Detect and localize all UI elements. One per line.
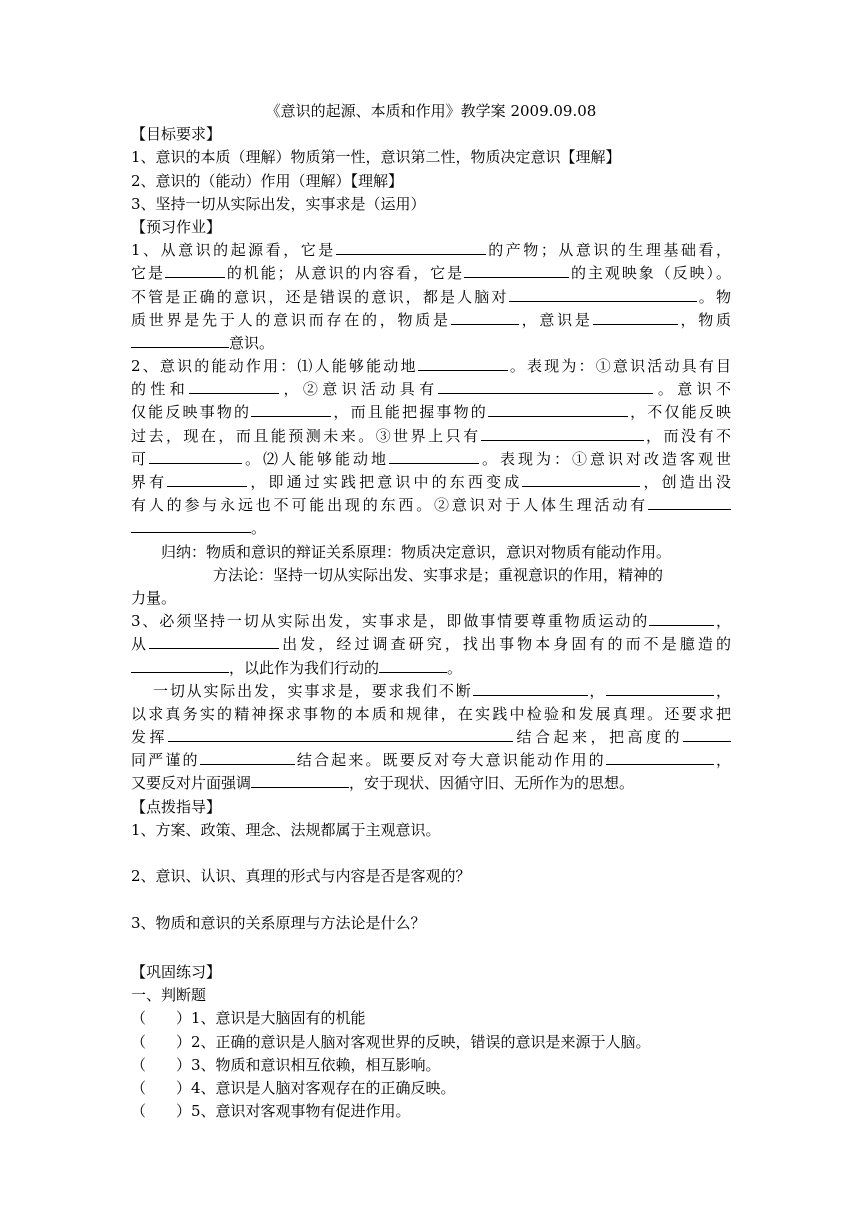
preview-p4-line: 发挥 结合起来，把高度的 (131, 726, 731, 749)
practice-section-title: 一、判断题 (131, 986, 207, 1005)
answer-paren[interactable]: （ (131, 1009, 147, 1028)
fill-blank[interactable] (593, 309, 678, 325)
preview-q2-line: 界有 ，即通过实践把意识中的东西变成 ，创造出没 (131, 473, 731, 491)
preview-q2-line: 过去，现在，而且能预测未来。③世界上只有 ，而没有不 (131, 426, 731, 445)
preview-q2-line: 的性和 ，②意识活动具有 。意识不 (131, 380, 731, 399)
preview-heading: 【预习作业】 (131, 217, 222, 236)
page-title: 《意识的起源、本质和作用》教学案 2009.09.08 (265, 102, 597, 120)
guidance-heading: 【点拨指导】 (131, 797, 222, 816)
fill-blank[interactable] (418, 355, 508, 371)
preview-q2-line: 可 。⑵人能够能动地 。表现为：①意识对改造客观世 (131, 449, 731, 468)
method-text: 力量。 (131, 588, 177, 607)
goal-item: 2、意识的（能动）作用（理解）【理解】 (131, 171, 404, 190)
summary-text: 归纳：物质和意识的辩证关系原理：物质决定意识，意识对物质有能动作用。 (161, 542, 672, 561)
preview-q2-line: 。 (131, 517, 731, 540)
guidance-item: 1、方案、政策、理念、法规都属于主观意识。 (131, 820, 441, 839)
fill-blank[interactable] (389, 448, 479, 464)
judgement-item: （ ）2、正确的意识是人脑对客观世界的反映，错误的意识是来源于人脑。 (131, 1031, 731, 1054)
answer-paren[interactable]: （ (131, 1032, 147, 1051)
fill-blank[interactable] (438, 378, 653, 394)
preview-q2-line: 2、意识的能动作用：⑴人能够能动地 。表现为：①意识活动具有目 (131, 357, 731, 376)
judgement-item: （ ）1、意识是大脑固有的机能 (131, 1007, 731, 1030)
worksheet (131, 100, 731, 1123)
fill-blank[interactable] (648, 494, 731, 510)
preview-q1-line: 质世界是先于人的意识而存在的，物质是 ，意识是 ，物质 (131, 310, 731, 329)
fill-blank[interactable] (649, 610, 714, 626)
preview-q1-line: 不管是正确的意识，还是错误的意识，都是人脑对 。物 (131, 287, 731, 306)
fill-blank[interactable] (473, 680, 588, 696)
fill-blank[interactable] (131, 657, 229, 673)
fill-blank[interactable] (379, 657, 447, 673)
preview-q3-line: 3、必须坚持一切从实际出发，实事求是，即做事情要尊重物质运动的 ， (131, 612, 731, 631)
goals-heading: 【目标要求】 (131, 125, 222, 144)
answer-paren[interactable]: （ (131, 1078, 147, 1097)
fill-blank[interactable] (131, 517, 251, 533)
guidance-item: 2、意识、认识、真理的形式与内容是否是客观的？ (131, 867, 471, 886)
goal-item: 1、意识的本质（理解）物质第一性，意识第二性，物质决定意识【理解】 (131, 148, 621, 167)
preview-q2-line: 有人的参与永远也不可能出现的东西。②意识对于人体生理活动有 (131, 494, 731, 517)
judgement-item: （ ）3、物质和意识相互依赖，相互影响。 (131, 1054, 731, 1077)
fill-blank[interactable] (606, 749, 714, 765)
fill-blank[interactable] (149, 448, 242, 464)
preview-p4-line: 以求真务实的精神探求事物的本质和规律，在实践中检验和发展真理。还要求把 (131, 704, 731, 723)
fill-blank[interactable] (131, 332, 229, 348)
preview-p4-line: 又要反对片面强调 ，安于现状、因循守旧、无所作为的思想。 (131, 774, 635, 793)
fill-blank[interactable] (606, 680, 714, 696)
fill-blank[interactable] (683, 726, 731, 742)
fill-blank[interactable] (509, 286, 697, 302)
preview-q1-line: 意识。 (131, 332, 731, 355)
preview-q3-line: 从 出发，经过调查研究，找出事物本身固有的而不是臆造的 (131, 635, 731, 654)
fill-blank[interactable] (200, 749, 295, 765)
method-text: 方法论：坚持一切从实际出发、实事求是；重视意识的作用，精神的 (213, 565, 664, 584)
fill-blank[interactable] (336, 239, 486, 255)
fill-blank[interactable] (522, 471, 640, 487)
answer-paren[interactable]: （ (131, 1102, 147, 1121)
fill-blank[interactable] (189, 378, 279, 394)
preview-q3-line: ，以此作为我们行动的 。 (131, 657, 731, 680)
fill-blank[interactable] (167, 471, 247, 487)
answer-paren[interactable]: （ (131, 1055, 147, 1074)
preview-q2-line: 仅能反映事物的 ，而且能把握事物的 ，不仅能反映 (131, 403, 731, 422)
preview-q1-line: 它是 的机能；从意识的内容看，它是 的主观映象（反映）。 (131, 264, 731, 283)
guidance-item: 3、物质和意识的关系原理与方法论是什么？ (131, 913, 426, 932)
fill-blank[interactable] (481, 425, 644, 441)
judgement-item: （ ）5、意识对客观事物有促进作用。 (131, 1100, 731, 1123)
fill-blank[interactable] (488, 401, 628, 417)
preview-p4-line: 同严谨的 结合起来。既要反对夸大意识能动作用的 ， (131, 751, 731, 770)
preview-q1-line: 1、从意识的起源看，它是 的产物；从意识的生理基础看， (131, 241, 731, 260)
judgement-item: （ ）4、意识是人脑对客观存在的正确反映。 (131, 1077, 731, 1100)
practice-heading: 【巩固练习】 (131, 962, 222, 981)
fill-blank[interactable] (149, 633, 279, 649)
fill-blank[interactable] (165, 262, 225, 278)
fill-blank[interactable] (451, 309, 519, 325)
preview-p4-line: 一切从实际出发，实事求是，要求我们不断 ， ， (153, 681, 731, 700)
fill-blank[interactable] (251, 772, 349, 788)
fill-blank[interactable] (464, 262, 569, 278)
fill-blank[interactable] (251, 401, 331, 417)
fill-blank[interactable] (168, 726, 513, 742)
goal-item: 3、坚持一切从实际出发，实事求是（运用） (131, 194, 426, 213)
